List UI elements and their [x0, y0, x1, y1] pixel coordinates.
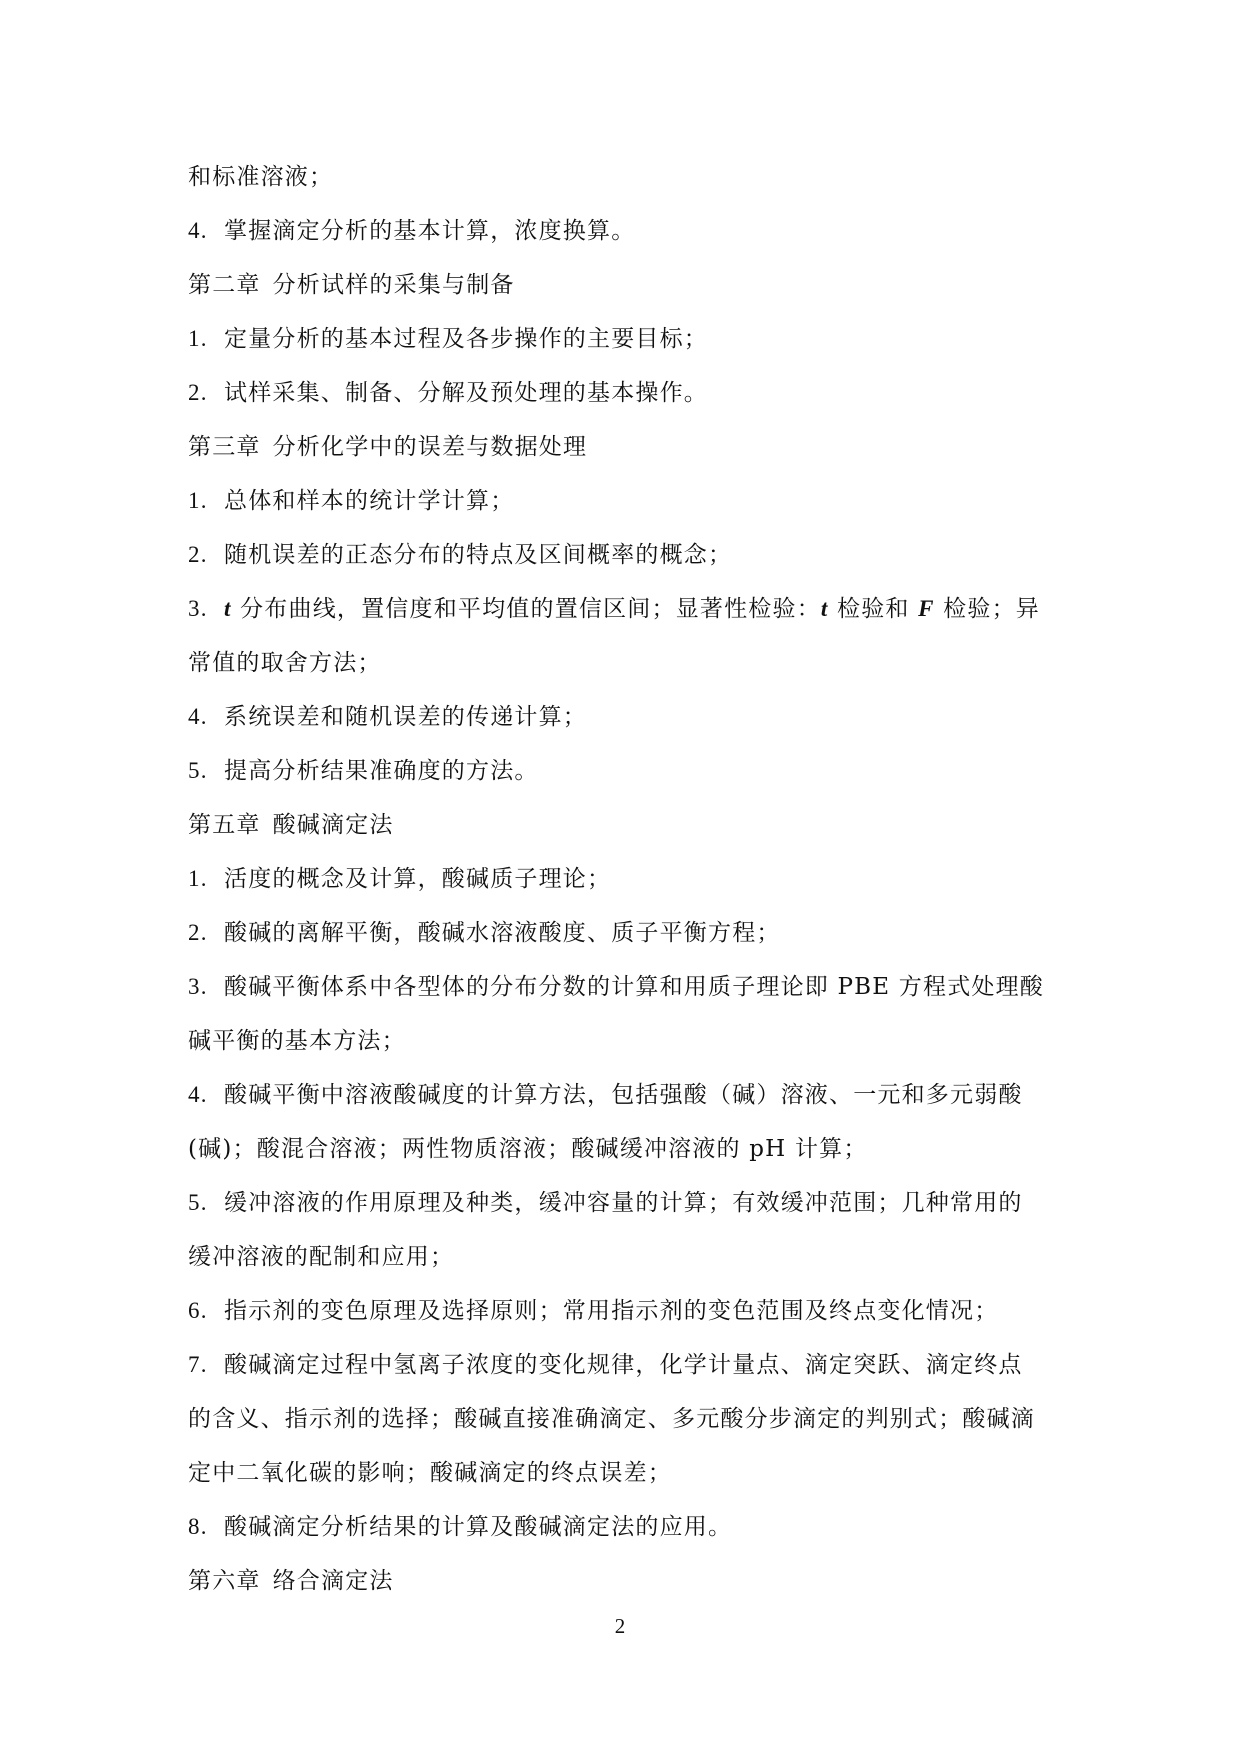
list-text: 酸碱滴定分析结果的计算及酸碱滴定法的应用。: [224, 1514, 733, 1540]
list-item-8: [188, 1500, 1056, 1554]
list-text: 活度的概念及计算，酸碱质子理论；: [224, 866, 612, 892]
list-number: 6.: [188, 1298, 208, 1323]
list-number: 2.: [188, 380, 208, 405]
list-number: 1.: [188, 866, 208, 891]
list-text: 掌握滴定分析的基本计算，浓度换算。: [224, 218, 636, 244]
line-text: 和标准溶液；: [188, 164, 334, 190]
page-content: [188, 150, 1056, 1608]
list-text: 试样采集、制备、分解及预处理的基本操作。: [224, 380, 708, 406]
list-text: 提高分析结果准确度的方法。: [224, 758, 539, 784]
list-item-2: [188, 366, 1056, 420]
line-text: 定中二氧化碳的影响；酸碱滴定的终点误差；: [188, 1460, 672, 1486]
list-number: 3.: [188, 974, 208, 999]
line-text: 常值的取舍方法；: [188, 650, 382, 676]
list-item-5: [188, 1176, 1056, 1230]
list-text: 缓冲溶液的作用原理及种类，缓冲容量的计算；有效缓冲范围；几种常用的: [224, 1190, 1023, 1216]
list-number: 4.: [188, 704, 208, 729]
list-number: 3.: [188, 596, 208, 621]
chapter-label: 第五章: [188, 812, 261, 838]
list-text: 系统误差和随机误差的传递计算；: [224, 704, 587, 730]
t-symbol: t: [820, 596, 829, 621]
text-line-1: [188, 150, 1056, 204]
list-text: 随机误差的正态分布的特点及区间概率的概念；: [224, 542, 733, 568]
line-text: (碱)；酸混合溶液；两性物质溶液；酸碱缓冲溶液的 pH 计算；: [188, 1136, 868, 1162]
f-symbol: F: [918, 596, 935, 621]
chapter-heading-6: [188, 1554, 1056, 1608]
list-item-4: [188, 690, 1056, 744]
list-item-5: [188, 744, 1056, 798]
chapter-title: 酸碱滴定法: [272, 812, 394, 838]
chapter-heading-3: [188, 420, 1056, 474]
line-text: 碱平衡的基本方法；: [188, 1028, 406, 1054]
list-text: 酸碱滴定过程中氢离子浓度的变化规律，化学计量点、滴定突跃、滴定终点: [224, 1352, 1023, 1378]
list-text: 酸碱平衡体系中各型体的分布分数的计算和用质子理论即 PBE 方程式处理酸: [224, 974, 1044, 1000]
continuation-line: [188, 1122, 1056, 1176]
list-item-1: [188, 852, 1056, 906]
chapter-label: 第三章: [188, 434, 261, 460]
list-item-7: [188, 1338, 1056, 1392]
list-number: 1.: [188, 488, 208, 513]
page-number: 2: [614, 1614, 626, 1638]
chapter-label: 第二章: [188, 272, 261, 298]
list-number: 2.: [188, 920, 208, 945]
list-item-2: [188, 528, 1056, 582]
chapter-heading-5: [188, 798, 1056, 852]
list-number: 1.: [188, 326, 208, 351]
list-number: 2.: [188, 542, 208, 567]
list-text-segment: 检验和: [828, 596, 919, 622]
list-item-4: [188, 1068, 1056, 1122]
chapter-title: 分析化学中的误差与数据处理: [272, 434, 588, 460]
chapter-heading-2: [188, 258, 1056, 312]
continuation-line: [188, 1446, 1056, 1500]
list-item-2: [188, 906, 1056, 960]
continuation-line: [188, 1392, 1056, 1446]
chapter-title: 分析试样的采集与制备: [272, 272, 515, 298]
list-text: 指示剂的变色原理及选择原则；常用指示剂的变色范围及终点变化情况；: [224, 1298, 999, 1324]
continuation-line: [188, 636, 1056, 690]
line-text: 缓冲溶液的配制和应用；: [188, 1244, 455, 1270]
list-text-segment: 检验；异: [934, 596, 1040, 622]
list-text: 总体和样本的统计学计算；: [224, 488, 515, 514]
continuation-line: [188, 1230, 1056, 1284]
list-text: 酸碱的离解平衡，酸碱水溶液酸度、质子平衡方程；: [224, 920, 781, 946]
list-number: 7.: [188, 1352, 208, 1377]
list-text: 定量分析的基本过程及各步操作的主要目标；: [224, 326, 708, 352]
t-symbol: t: [224, 596, 232, 621]
list-number: 5.: [188, 1190, 208, 1215]
list-item-4: [188, 204, 1056, 258]
list-number: 4.: [188, 1082, 208, 1107]
chapter-label: 第六章: [188, 1568, 261, 1594]
continuation-line: [188, 1014, 1056, 1068]
list-item-3: [188, 960, 1056, 1014]
list-item-6: [188, 1284, 1056, 1338]
list-item-1: [188, 474, 1056, 528]
line-text: 的含义、指示剂的选择；酸碱直接准确滴定、多元酸分步滴定的判别式；酸碱滴: [188, 1406, 1035, 1432]
list-text: 酸碱平衡中溶液酸碱度的计算方法，包括强酸（碱）溶液、一元和多元弱酸: [224, 1082, 1023, 1108]
list-text-segment: 分布曲线，置信度和平均值的置信区间；显著性检验：: [231, 596, 821, 622]
list-number: 5.: [188, 758, 208, 783]
list-number: 8.: [188, 1514, 208, 1539]
chapter-title: 络合滴定法: [272, 1568, 394, 1594]
list-number: 4.: [188, 218, 208, 243]
list-item-3: [188, 582, 1056, 636]
list-item-1: [188, 312, 1056, 366]
